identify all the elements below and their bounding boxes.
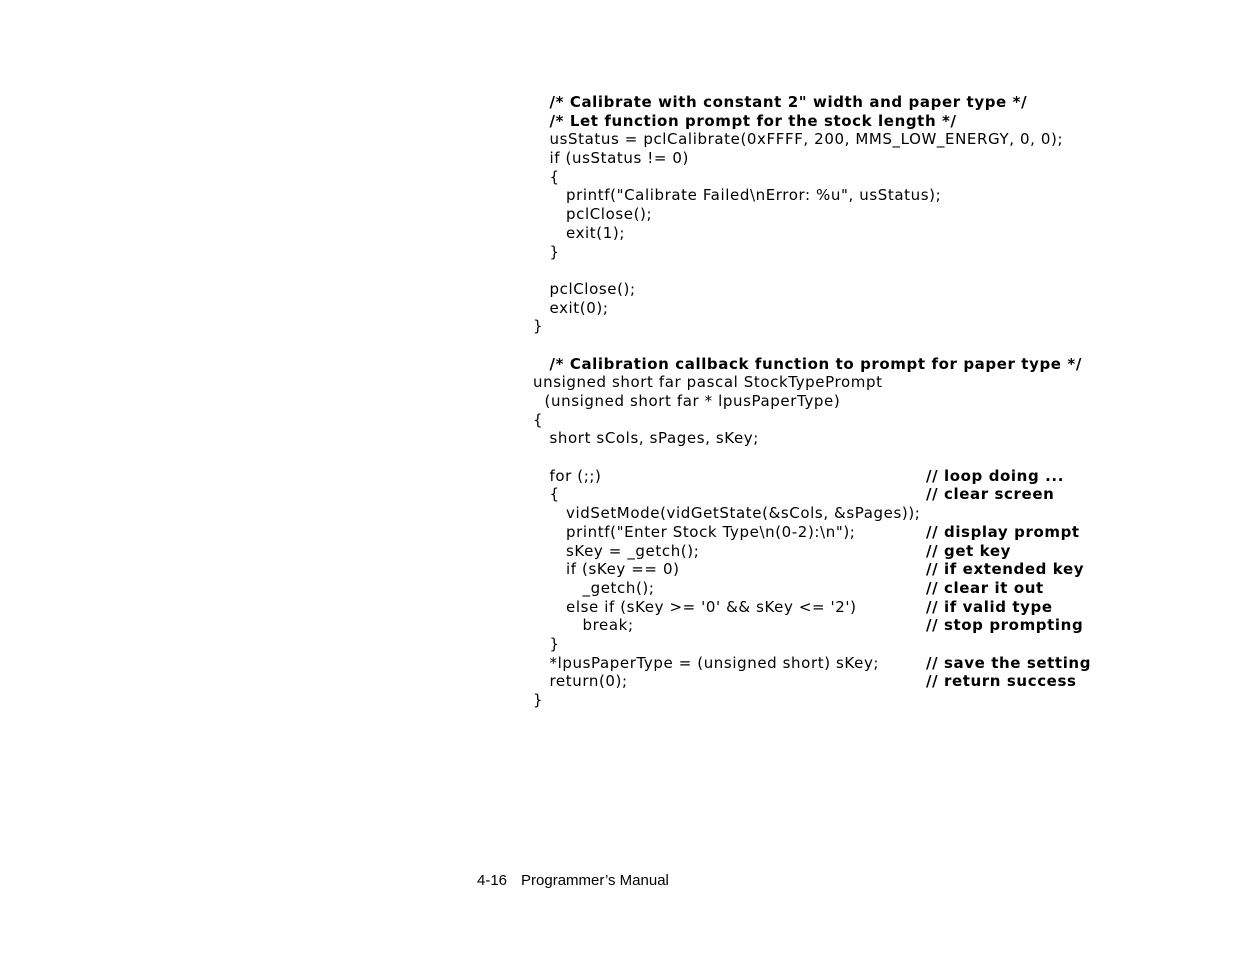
code-line bbox=[533, 485, 1223, 504]
code-text: break; bbox=[582, 616, 634, 635]
code-line bbox=[533, 130, 1223, 149]
code-text: sKey = _getch(); bbox=[566, 541, 700, 560]
code-line bbox=[533, 504, 1223, 523]
code-text: short sCols, sPages, sKey; bbox=[549, 429, 759, 448]
code-text: printf("Calibrate Failed\nError: %u", usStatus); bbox=[566, 186, 942, 205]
code-comment-block: /* Let function prompt for the stock length */ bbox=[549, 111, 957, 130]
code-line bbox=[533, 579, 1223, 598]
code-comment-block: /* Calibration callback function to prompt for paper type */ bbox=[549, 354, 1082, 373]
code-line bbox=[533, 691, 1223, 710]
code-line bbox=[533, 168, 1223, 187]
code-line bbox=[533, 429, 1223, 448]
code-line bbox=[533, 467, 1223, 486]
code-inline-comment: // loop doing ... bbox=[926, 466, 1065, 485]
code-text: printf("Enter Stock Type\n(0-2):\n"); bbox=[566, 522, 856, 541]
code-line bbox=[533, 672, 1223, 691]
code-line bbox=[533, 560, 1223, 579]
code-inline-comment: // if extended key bbox=[926, 560, 1085, 579]
code-text: pclClose(); bbox=[566, 205, 653, 224]
code-text: else if (sKey >= '0' && sKey <= '2') bbox=[566, 597, 857, 616]
code-text: exit(0); bbox=[549, 298, 609, 317]
code-inline-comment: // save the setting bbox=[926, 653, 1092, 672]
code-text: *lpusPaperType = (unsigned short) sKey; bbox=[549, 653, 880, 672]
code-line bbox=[533, 373, 1223, 392]
code-inline-comment: // get key bbox=[926, 541, 1012, 560]
code-line bbox=[533, 299, 1223, 318]
code-text: usStatus = pclCalibrate(0xFFFF, 200, MMS_LOW_ENERGY, 0, 0); bbox=[549, 130, 1064, 149]
code-text: { bbox=[549, 485, 560, 504]
code-text: } bbox=[533, 317, 544, 336]
code-comment-block: /* Calibrate with constant 2" width and paper type */ bbox=[549, 93, 1028, 111]
code-inline-comment: // stop prompting bbox=[926, 616, 1084, 635]
code-text: unsigned short far pascal StockTypePrompt bbox=[533, 373, 883, 392]
code-text: return(0); bbox=[549, 672, 628, 691]
code-text: { bbox=[549, 167, 560, 186]
code-text: } bbox=[549, 242, 560, 261]
page-footer bbox=[477, 872, 669, 889]
code-text: } bbox=[549, 634, 560, 653]
code-line bbox=[533, 598, 1223, 617]
code-line bbox=[533, 448, 1223, 467]
manual-title: Programmer’s Manual bbox=[521, 872, 669, 889]
code-line bbox=[533, 186, 1223, 205]
code-text: if (sKey == 0) bbox=[566, 560, 680, 579]
code-line bbox=[533, 635, 1223, 654]
code-line bbox=[533, 93, 1223, 112]
code-line bbox=[533, 317, 1223, 336]
code-line bbox=[533, 149, 1223, 168]
code-line bbox=[533, 280, 1223, 299]
code-line bbox=[533, 355, 1223, 374]
code-text: _getch(); bbox=[582, 578, 655, 597]
code-text: (unsigned short far * lpusPaperType) bbox=[544, 392, 841, 410]
code-inline-comment: // clear it out bbox=[926, 578, 1044, 597]
code-line bbox=[533, 523, 1223, 542]
code-inline-comment: // return success bbox=[926, 672, 1077, 691]
code-line bbox=[533, 243, 1223, 262]
code-line bbox=[533, 112, 1223, 131]
code-text: if (usStatus != 0) bbox=[549, 149, 690, 168]
page-number: 4-16 bbox=[477, 872, 508, 889]
code-text: { bbox=[533, 410, 544, 429]
code-line bbox=[533, 542, 1223, 561]
code-text: for (;;) bbox=[549, 466, 602, 485]
code-inline-comment: // clear screen bbox=[926, 485, 1055, 504]
code-line bbox=[533, 336, 1223, 355]
code-line bbox=[533, 616, 1223, 635]
code-inline-comment: // display prompt bbox=[926, 522, 1080, 541]
code-text: exit(1); bbox=[566, 223, 625, 242]
code-line bbox=[533, 224, 1223, 243]
code-text: vidSetMode(vidGetState(&sCols, &sPages)); bbox=[566, 504, 921, 523]
code-line bbox=[533, 411, 1223, 430]
code-text: } bbox=[533, 691, 544, 709]
code-line bbox=[533, 261, 1223, 280]
code-line bbox=[533, 205, 1223, 224]
code-inline-comment: // if valid type bbox=[926, 597, 1053, 616]
code-text: pclClose(); bbox=[549, 279, 636, 298]
code-line bbox=[533, 392, 1223, 411]
code-line bbox=[533, 654, 1223, 673]
code-listing bbox=[533, 93, 1223, 710]
